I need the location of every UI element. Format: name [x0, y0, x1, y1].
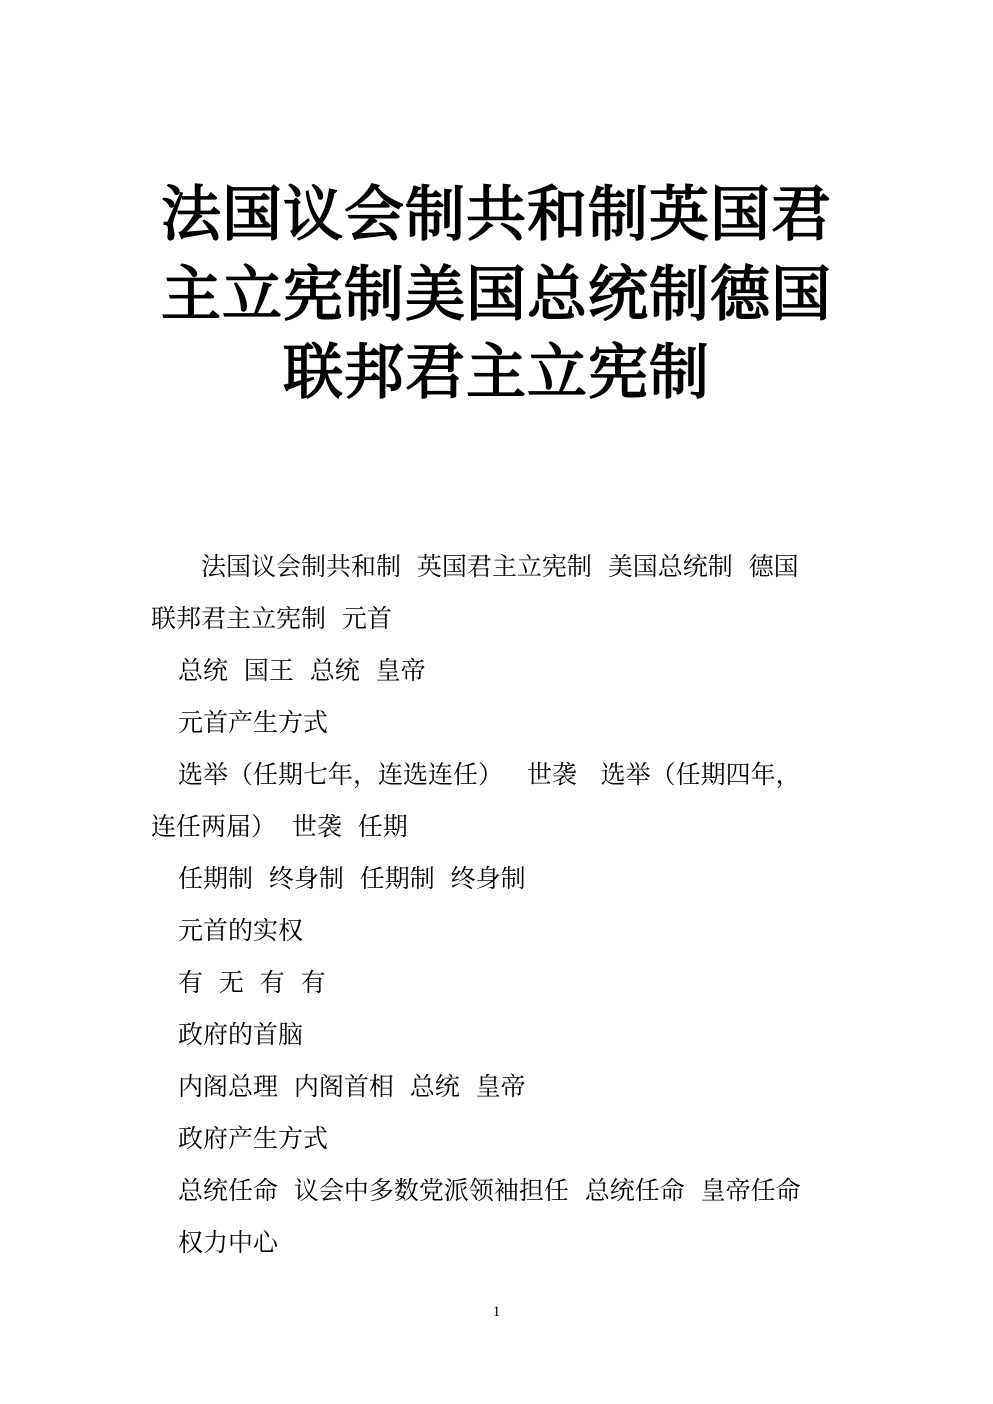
body-line: 内阁总理 内阁首相 总统 皇帝 [178, 1072, 526, 1101]
body-line: 任期制 终身制 任期制 终身制 [178, 864, 526, 893]
body-line: 元首的实权 [178, 916, 304, 945]
body-line: 总统 国王 总统 皇帝 [178, 656, 426, 685]
body-line: 权力中心 [178, 1228, 279, 1257]
body-line: 连任两届） 世袭 任期 [151, 812, 408, 841]
body-line: 法国议会制共和制 英国君主立宪制 美国总统制 德国 [201, 552, 799, 581]
page-number: 1 [492, 1304, 501, 1320]
title-line-3: 联邦君主立宪制 [283, 338, 710, 408]
body-line: 联邦君主立宪制 元首 [151, 604, 392, 633]
body-line: 政府产生方式 [178, 1124, 329, 1153]
body-line: 选举（任期七年，连选连任） 世袭 选举（任期四年， [178, 760, 801, 789]
title-line-2: 主立宪制美国总统制德国 [161, 260, 832, 330]
body-line: 元首产生方式 [178, 708, 329, 737]
title-line-1: 法国议会制共和制英国君 [161, 180, 832, 250]
body-line: 有 无 有 有 [178, 968, 326, 997]
body-line: 总统任命 议会中多数党派领袖担任 总统任命 皇帝任命 [178, 1176, 801, 1205]
body-line: 政府的首脑 [178, 1020, 304, 1049]
